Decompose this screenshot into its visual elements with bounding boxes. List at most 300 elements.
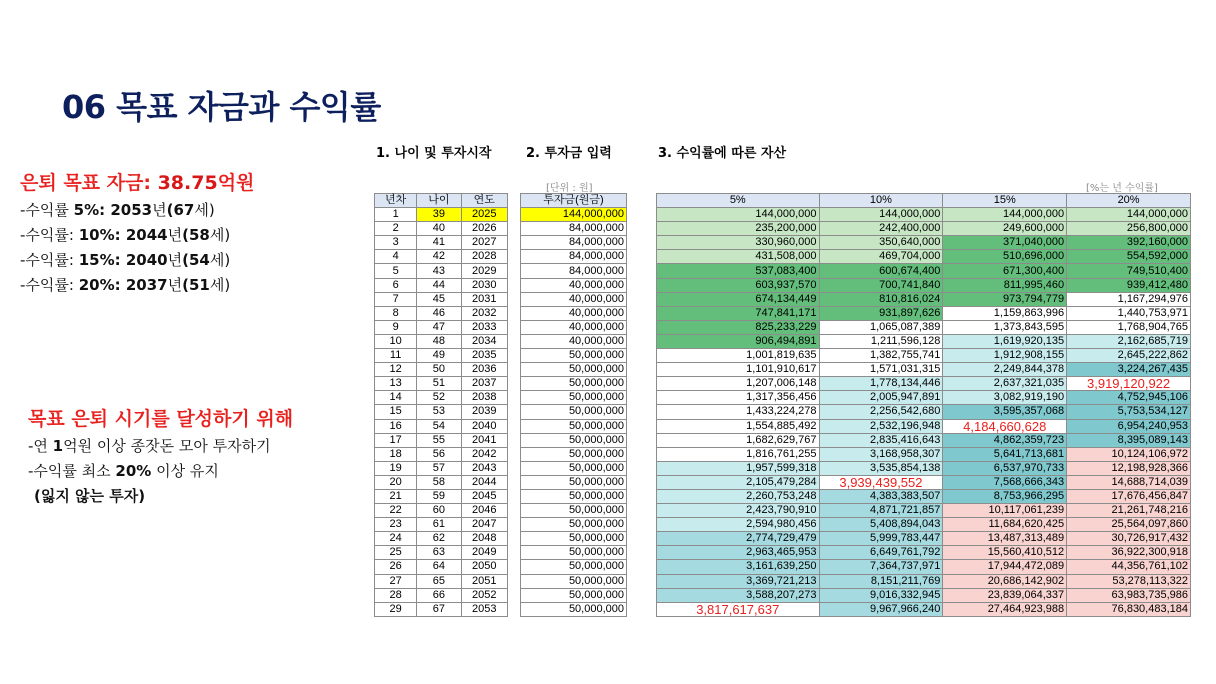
cell-asset-r5: 330,960,000 [657,236,820,250]
rate-line-year: 2053 [105,201,153,219]
cell-invest: 50,000,000 [521,377,627,391]
table-row [521,377,627,391]
table-row [521,546,627,560]
cell-asset-r5: 235,200,000 [657,222,820,236]
cell-asset-r20: 63,983,735,986 [1067,588,1191,602]
cell-year: 2043 [461,461,507,475]
cell-asset-r5: 1,317,356,456 [657,391,820,405]
table-row [657,278,1191,292]
achieve-line-3: (잃지 않는 투자) [34,487,146,505]
rate-line-a-unit: 세) [194,201,215,219]
rate-line-age: (54 [182,251,210,269]
unit-right-label: [%는 년 수익률] [1086,183,1158,194]
table-row [657,264,1191,278]
cell-asset-r15: 1,619,920,135 [943,334,1067,348]
cell-year-n: 7 [375,292,417,306]
cell-asset-r15: 4,862,359,723 [943,433,1067,447]
cell-asset-r15: 20,686,142,902 [943,574,1067,588]
rate-line-rate: 20%: [78,276,121,294]
table-row [521,489,627,503]
table-row [657,433,1191,447]
cell-year-n: 19 [375,461,417,475]
cell-age: 49 [417,349,461,363]
cell-asset-r15: 13,487,313,489 [943,532,1067,546]
table-row [521,306,627,320]
cell-asset-r5: 537,083,400 [657,264,820,278]
cell-year: 2048 [461,532,507,546]
section-3-label: 3. 수익률에 따른 자산 [658,146,787,161]
table-row [521,349,627,363]
cell-year: 2028 [461,250,507,264]
cell-asset-r10: 3,168,958,307 [819,447,943,461]
cell-year-n: 2 [375,222,417,236]
cell-asset-r20: 44,356,761,102 [1067,560,1191,574]
cell-asset-r10: 6,649,761,792 [819,546,943,560]
table-row [521,208,627,222]
achieve-line-2 [28,460,293,481]
table-row [657,208,1191,222]
cell-year-n: 20 [375,475,417,489]
table-row [375,546,508,560]
cell-asset-r20: 2,162,685,719 [1067,334,1191,348]
achieve-line-1-c: 억원 이상 종잣돈 모아 투자하기 [63,437,271,455]
cell-asset-r15: 11,684,620,425 [943,518,1067,532]
table-row [657,504,1191,518]
table-row [521,560,627,574]
table-row [375,391,508,405]
cell-asset-r15: 144,000,000 [943,208,1067,222]
table-row [657,349,1191,363]
cell-asset-r15: 3,082,919,190 [943,391,1067,405]
table-row [375,250,508,264]
cell-asset-r20: 76,830,483,184 [1067,602,1191,616]
rate-line-year: 2044 [120,226,168,244]
cell-asset-r5: 431,508,000 [657,250,820,264]
cell-asset-r10: 4,383,383,507 [819,489,943,503]
section-1-label: 1. 나이 및 투자시작 [376,146,492,161]
rate-line [20,199,254,220]
col-r10: 10% [819,194,943,208]
cell-year-n: 10 [375,334,417,348]
cell-year: 2025 [461,208,507,222]
cell-year-n: 9 [375,320,417,334]
table-row [521,334,627,348]
cell-invest: 40,000,000 [521,292,627,306]
cell-asset-r15: 23,839,064,337 [943,588,1067,602]
cell-asset-r10: 144,000,000 [819,208,943,222]
table-row [375,208,508,222]
col-year: 연도 [461,194,507,208]
table-row [375,433,508,447]
table-row [657,363,1191,377]
cell-age: 42 [417,250,461,264]
cell-asset-r5: 2,423,790,910 [657,504,820,518]
cell-year-n: 18 [375,447,417,461]
age-table [374,193,508,617]
cell-asset-r15: 27,464,923,988 [943,602,1067,616]
table-row [521,320,627,334]
slide-title: 06 목표 자금과 수익률 [62,88,381,126]
cell-invest: 84,000,000 [521,250,627,264]
cell-asset-r10: 2,532,196,948 [819,419,943,433]
cell-invest: 50,000,000 [521,405,627,419]
cell-asset-r5: 1,957,599,318 [657,461,820,475]
table-row [657,532,1191,546]
cell-year: 2033 [461,320,507,334]
cell-asset-r15: 973,794,779 [943,292,1067,306]
table-row [657,334,1191,348]
cell-year-n: 17 [375,433,417,447]
cell-age: 45 [417,292,461,306]
cell-year: 2053 [461,602,507,616]
cell-year: 2037 [461,377,507,391]
table-row [375,349,508,363]
cell-age: 60 [417,504,461,518]
cell-age: 40 [417,222,461,236]
cell-asset-r20: 6,954,240,953 [1067,419,1191,433]
achieve-line-2-c: 이상 유지 [151,462,219,480]
cell-asset-r10: 5,408,894,043 [819,518,943,532]
cell-age: 44 [417,278,461,292]
table-row [657,560,1191,574]
table-row [657,489,1191,503]
cell-age: 54 [417,419,461,433]
table-row [521,419,627,433]
cell-asset-r5: 3,817,617,637 [657,602,820,616]
table-row [375,461,508,475]
cell-age: 50 [417,363,461,377]
rate-line-y-unit: 년 [167,226,183,244]
achieve-line-2-a: -수익률 최소 [28,462,116,480]
cell-year: 2027 [461,236,507,250]
cell-year-n: 3 [375,236,417,250]
cell-invest: 50,000,000 [521,532,627,546]
rate-line-prefix: -수익률 [20,201,74,219]
rate-line-y-unit: 년 [152,201,167,219]
table-row [375,222,508,236]
cell-year: 2036 [461,363,507,377]
rate-line-y-unit: 년 [167,251,183,269]
cell-asset-r20: 36,922,300,918 [1067,546,1191,560]
cell-asset-r20: 256,800,000 [1067,222,1191,236]
asset-table [656,193,1191,617]
cell-asset-r20: 3,919,120,922 [1067,377,1191,391]
cell-year: 2032 [461,306,507,320]
cell-asset-r10: 2,256,542,680 [819,405,943,419]
rate-line-year: 2040 [120,251,168,269]
cell-age: 65 [417,574,461,588]
table-row [657,250,1191,264]
cell-asset-r20: 1,167,294,976 [1067,292,1191,306]
table-row [657,447,1191,461]
cell-asset-r20: 14,688,714,039 [1067,475,1191,489]
cell-asset-r20: 53,278,113,322 [1067,574,1191,588]
col-year-n: 년차 [375,194,417,208]
cell-asset-r15: 15,560,410,512 [943,546,1067,560]
cell-year: 2040 [461,419,507,433]
achieve-line-1-a: -연 [28,437,53,455]
cell-asset-r20: 939,412,480 [1067,278,1191,292]
rate-line-a-unit: 세) [209,226,231,244]
table-row [657,546,1191,560]
table-row [657,391,1191,405]
rate-line-rate: 15%: [78,251,121,269]
cell-year-n: 27 [375,574,417,588]
table-row [657,602,1191,616]
cell-asset-r10: 931,897,626 [819,306,943,320]
cell-asset-r10: 600,674,400 [819,264,943,278]
rate-line-rate: 5%: [73,201,106,219]
table-row [375,334,508,348]
rate-line-prefix: -수익률: [20,276,79,294]
cell-age: 51 [417,377,461,391]
cell-invest: 84,000,000 [521,236,627,250]
goal-unit: 억원 [217,172,255,194]
table-row [375,306,508,320]
cell-year: 2044 [461,475,507,489]
cell-age: 55 [417,433,461,447]
table-row [521,391,627,405]
cell-asset-r10: 1,571,031,315 [819,363,943,377]
cell-invest: 50,000,000 [521,363,627,377]
cell-asset-r15: 671,300,400 [943,264,1067,278]
cell-age: 67 [417,602,461,616]
cell-asset-r10: 1,382,755,741 [819,349,943,363]
cell-asset-r5: 1,001,819,635 [657,349,820,363]
table-row [521,433,627,447]
cell-asset-r10: 7,364,737,971 [819,560,943,574]
rate-line-rate: 10%: [78,226,121,244]
cell-asset-r20: 1,440,753,971 [1067,306,1191,320]
cell-year: 2045 [461,489,507,503]
cell-asset-r15: 17,944,472,089 [943,560,1067,574]
cell-asset-r15: 249,600,000 [943,222,1067,236]
cell-asset-r5: 2,594,980,456 [657,518,820,532]
cell-asset-r15: 510,696,000 [943,250,1067,264]
cell-asset-r15: 371,040,000 [943,236,1067,250]
table-row [375,588,508,602]
cell-age: 63 [417,546,461,560]
cell-asset-r15: 10,117,061,239 [943,504,1067,518]
cell-year-n: 26 [375,560,417,574]
rate-line-age: (51 [182,276,210,294]
cell-asset-r10: 4,871,721,857 [819,504,943,518]
col-invest: 투자금(원금) [521,194,627,208]
rate-line [20,274,254,295]
table-row [375,560,508,574]
table-row [521,250,627,264]
cell-age: 39 [417,208,461,222]
cell-asset-r5: 3,161,639,250 [657,560,820,574]
cell-year-n: 16 [375,419,417,433]
cell-asset-r5: 3,369,721,213 [657,574,820,588]
spreadsheet-image [370,132,1196,622]
cell-year: 2046 [461,504,507,518]
cell-year: 2047 [461,518,507,532]
retirement-summary [20,168,254,295]
cell-asset-r15: 8,753,966,295 [943,489,1067,503]
achieve-line-1-b: 1 [52,437,64,455]
table-row [375,504,508,518]
cell-asset-r10: 469,704,000 [819,250,943,264]
cell-age: 47 [417,320,461,334]
cell-year-n: 21 [375,489,417,503]
table-row [375,489,508,503]
table-row [375,236,508,250]
section-2-label: 2. 투자금 입력 [526,146,612,161]
cell-asset-r5: 1,682,629,767 [657,433,820,447]
cell-asset-r15: 2,637,321,035 [943,377,1067,391]
cell-invest: 50,000,000 [521,518,627,532]
goal-label: 은퇴 목표 자금: [20,172,158,194]
table-row [657,475,1191,489]
table-row [521,447,627,461]
cell-asset-r15: 811,995,460 [943,278,1067,292]
table-row [375,363,508,377]
table-row [657,419,1191,433]
cell-age: 59 [417,489,461,503]
cell-asset-r20: 3,224,267,435 [1067,363,1191,377]
table-row [375,475,508,489]
cell-age: 57 [417,461,461,475]
cell-asset-r20: 25,564,097,860 [1067,518,1191,532]
cell-asset-r10: 1,778,134,446 [819,377,943,391]
cell-year-n: 12 [375,363,417,377]
cell-invest: 50,000,000 [521,475,627,489]
cell-asset-r20: 392,160,000 [1067,236,1191,250]
table-row [657,377,1191,391]
cell-year-n: 1 [375,208,417,222]
table-row [521,475,627,489]
table-row [657,405,1191,419]
cell-asset-r5: 2,260,753,248 [657,489,820,503]
cell-year: 2042 [461,447,507,461]
cell-asset-r20: 8,395,089,143 [1067,433,1191,447]
cell-asset-r10: 700,741,840 [819,278,943,292]
rate-line-y-unit: 년 [167,276,183,294]
table-row [375,278,508,292]
table-row [657,306,1191,320]
table-row [521,236,627,250]
cell-asset-r15: 1,912,908,155 [943,349,1067,363]
table-row [375,292,508,306]
cell-age: 56 [417,447,461,461]
cell-asset-r10: 242,400,000 [819,222,943,236]
cell-asset-r20: 2,645,222,862 [1067,349,1191,363]
cell-asset-r5: 1,816,761,255 [657,447,820,461]
table-row [521,461,627,475]
cell-asset-r5: 825,233,229 [657,320,820,334]
cell-year-n: 14 [375,391,417,405]
cell-asset-r10: 3,535,854,138 [819,461,943,475]
cell-asset-r20: 1,768,904,765 [1067,320,1191,334]
cell-asset-r20: 5,753,534,127 [1067,405,1191,419]
cell-invest: 84,000,000 [521,264,627,278]
cell-year: 2038 [461,391,507,405]
cell-asset-r10: 5,999,783,447 [819,532,943,546]
cell-asset-r5: 747,841,171 [657,306,820,320]
cell-year-n: 4 [375,250,417,264]
cell-asset-r20: 4,752,945,106 [1067,391,1191,405]
table-row [375,602,508,616]
cell-year: 2029 [461,264,507,278]
cell-asset-r5: 3,588,207,273 [657,588,820,602]
achievement-plan [28,404,293,506]
cell-invest: 84,000,000 [521,222,627,236]
cell-asset-r15: 4,184,660,628 [943,419,1067,433]
cell-asset-r20: 12,198,928,366 [1067,461,1191,475]
rate-line-age: (67 [166,201,195,219]
cell-asset-r15: 1,373,843,595 [943,320,1067,334]
table-row [375,264,508,278]
table-row [375,405,508,419]
cell-age: 41 [417,236,461,250]
cell-asset-r15: 7,568,666,343 [943,475,1067,489]
cell-invest: 50,000,000 [521,602,627,616]
table-row [521,574,627,588]
rate-line-prefix: -수익률: [20,251,79,269]
cell-year-n: 23 [375,518,417,532]
cell-asset-r15: 6,537,970,733 [943,461,1067,475]
col-age: 나이 [417,194,461,208]
cell-year-n: 8 [375,306,417,320]
cell-invest: 40,000,000 [521,306,627,320]
cell-invest: 144,000,000 [521,208,627,222]
cell-asset-r5: 603,937,570 [657,278,820,292]
cell-asset-r5: 1,554,885,492 [657,419,820,433]
rate-line-a-unit: 세) [209,251,231,269]
cell-year: 2035 [461,349,507,363]
cell-age: 48 [417,334,461,348]
cell-asset-r20: 30,726,917,432 [1067,532,1191,546]
cell-asset-r20: 10,124,106,972 [1067,447,1191,461]
table-row [521,588,627,602]
cell-invest: 50,000,000 [521,391,627,405]
cell-age: 58 [417,475,461,489]
table-row [657,518,1191,532]
table-row [375,320,508,334]
cell-asset-r10: 9,967,966,240 [819,602,943,616]
cell-asset-r10: 810,816,024 [819,292,943,306]
table-row [375,518,508,532]
cell-asset-r10: 2,005,947,891 [819,391,943,405]
cell-asset-r15: 2,249,844,378 [943,363,1067,377]
cell-invest: 50,000,000 [521,588,627,602]
table-row [521,264,627,278]
cell-asset-r20: 554,592,000 [1067,250,1191,264]
cell-asset-r10: 2,835,416,643 [819,433,943,447]
cell-invest: 50,000,000 [521,461,627,475]
col-r20: 20% [1067,194,1191,208]
cell-invest: 50,000,000 [521,419,627,433]
cell-invest: 50,000,000 [521,447,627,461]
col-r5: 5% [657,194,820,208]
cell-asset-r5: 1,101,910,617 [657,363,820,377]
table-row [521,222,627,236]
cell-invest: 50,000,000 [521,560,627,574]
cell-year: 2030 [461,278,507,292]
cell-invest: 50,000,000 [521,546,627,560]
table-row [657,320,1191,334]
table-row [657,588,1191,602]
table-row [521,292,627,306]
cell-asset-r5: 144,000,000 [657,208,820,222]
table-row [657,236,1191,250]
cell-asset-r20: 144,000,000 [1067,208,1191,222]
rate-line-prefix: -수익률: [20,226,79,244]
table-row [657,574,1191,588]
cell-invest: 40,000,000 [521,320,627,334]
